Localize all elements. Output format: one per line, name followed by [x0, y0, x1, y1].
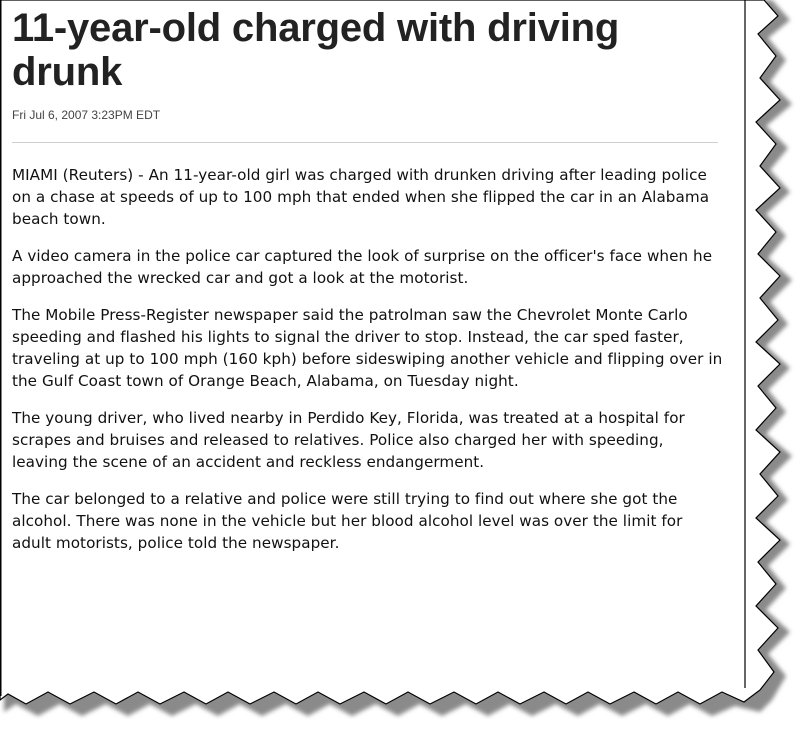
article-body [12, 164, 724, 554]
dateline: Fri Jul 6, 2007 3:23PM EDT [12, 108, 161, 122]
paragraph: A video camera in the police car captured the look of surprise on the officer's face when he approached the wrecked car and got a look at the motorist. [12, 247, 713, 287]
headline: 11-year-old charged with driving drunk [12, 6, 620, 94]
paragraph: The Mobile Press-Register newspaper said the patrolman saw the Chevrolet Monte Carlo speeding and flashed his lights to signal the driver to stop. Instead, the car sped faster, traveling at up to 100 mph (160 kph) before sideswiping another vehicle and flipping over in the Gulf Coast town of Orange Beach, Alabama, on Tuesday night. [12, 306, 723, 390]
divider [12, 142, 718, 143]
paragraph: The young driver, who lived nearby in Perdido Key, Florida, was treated at a hospital for scrapes and bruises and released to relatives. Police also charged her with speeding, leaving the scene of an accident and reckless endangerment. [12, 409, 685, 471]
paragraph: MIAMI (Reuters) - An 11-year-old girl was charged with drunken driving after leading police on a chase at speeds of up to 100 mph that ended when she flipped the car in an Alabama beach town. [12, 166, 710, 228]
paragraph: The car belonged to a relative and police were still trying to find out where she got the alcohol. There was none in the vehicle but her blood alcohol level was over the limit for adult motorists, police told the newspaper. [12, 490, 683, 552]
article [12, 6, 737, 569]
